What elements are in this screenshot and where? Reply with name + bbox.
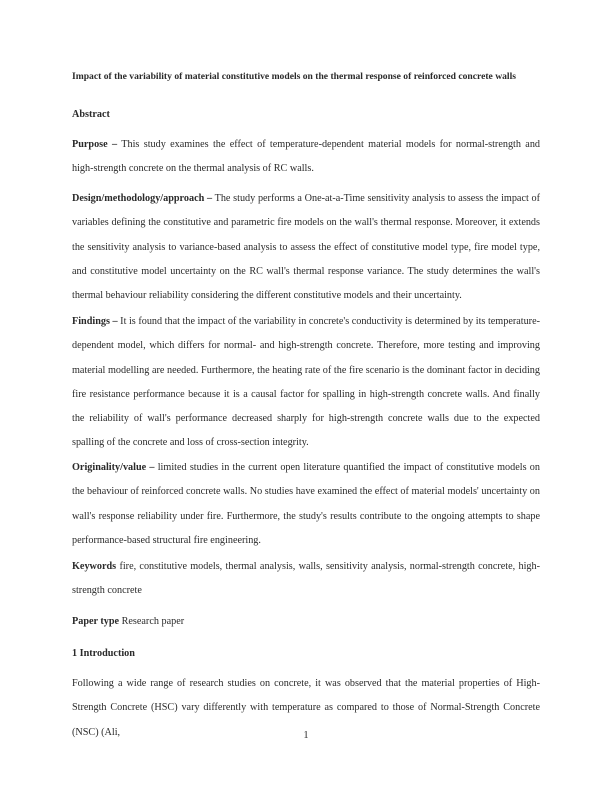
keywords-text: fire, constitutive models, thermal analysis, walls, sensitivity analysis, normal-strength concrete, high-strength concrete [72,561,540,597]
findings-label: Findings – [72,316,118,327]
findings-text: It is found that the impact of the variability in concrete's conductivity is determined by its temperature-dependent model, which differs for normal- and high-strength concrete. Therefore, more testing and improving material modelling are needed. Furthermore, the heating rate of the fire scenario is the dominant factor in deciding fire resistance performance because it is a causal factor for spalling in high-strength concrete walls. And finally the reliability of wall's performance decreased sharply for high-strength concrete walls due to the expected spalling of the concrete and loss of cross-section integrity. [72,316,540,449]
design-label: Design/methodology/approach – [72,193,213,204]
paper-type-label: Paper type [72,616,120,627]
findings-paragraph [72,310,540,456]
introduction-paragraph: Following a wide range of research studies on concrete, it was observed that the material properties of High-Strength Concrete (HSC) vary differently with temperature as compared to those of Normal-Strength Concrete (NSC) (Ali, [72,678,540,738]
keywords-paragraph [72,555,540,604]
originality-label: Originality/value – [72,462,155,473]
purpose-text: This study examines the effect of temperature-dependent material models for normal-strength and high-strength concrete on the thermal analysis of RC walls. [72,139,541,175]
paper-title: Impact of the variability of material constitutive models on the thermal response of reinforced concrete walls [72,71,516,82]
paper-type-paragraph [72,610,540,634]
paper-type-text: Research paper [119,616,185,627]
originality-paragraph [72,456,540,553]
purpose-paragraph [72,133,540,182]
page-number: 1 [303,730,309,741]
originality-text: limited studies in the current open literature quantified the impact of constitutive models on the behaviour of reinforced concrete walls. No studies have examined the effect of material models' uncertainty on wall's response reliability under fire. Furthermore, the study's results contribute to the ongoing attempts to shape performance-based structural fire engineering. [72,462,540,546]
abstract-heading: Abstract [72,109,110,120]
introduction-heading: 1 Introduction [72,648,135,659]
purpose-label: Purpose – [72,139,118,150]
design-paragraph [72,187,540,308]
design-text: The study performs a One-at-a-Time sensitivity analysis to assess the impact of variables defining the constitutive and parametric fire models on the wall's thermal response. Moreover, it extends the sensitivity analysis to variance-based analysis to assess the effect of constitutive model type, fire model type, and constitutive model uncertainty on the RC wall's thermal response variance. The study determines the wall's thermal behaviour reliability considering the different constitutive models and their uncertainty. [72,193,540,302]
keywords-label: Keywords [72,561,117,572]
